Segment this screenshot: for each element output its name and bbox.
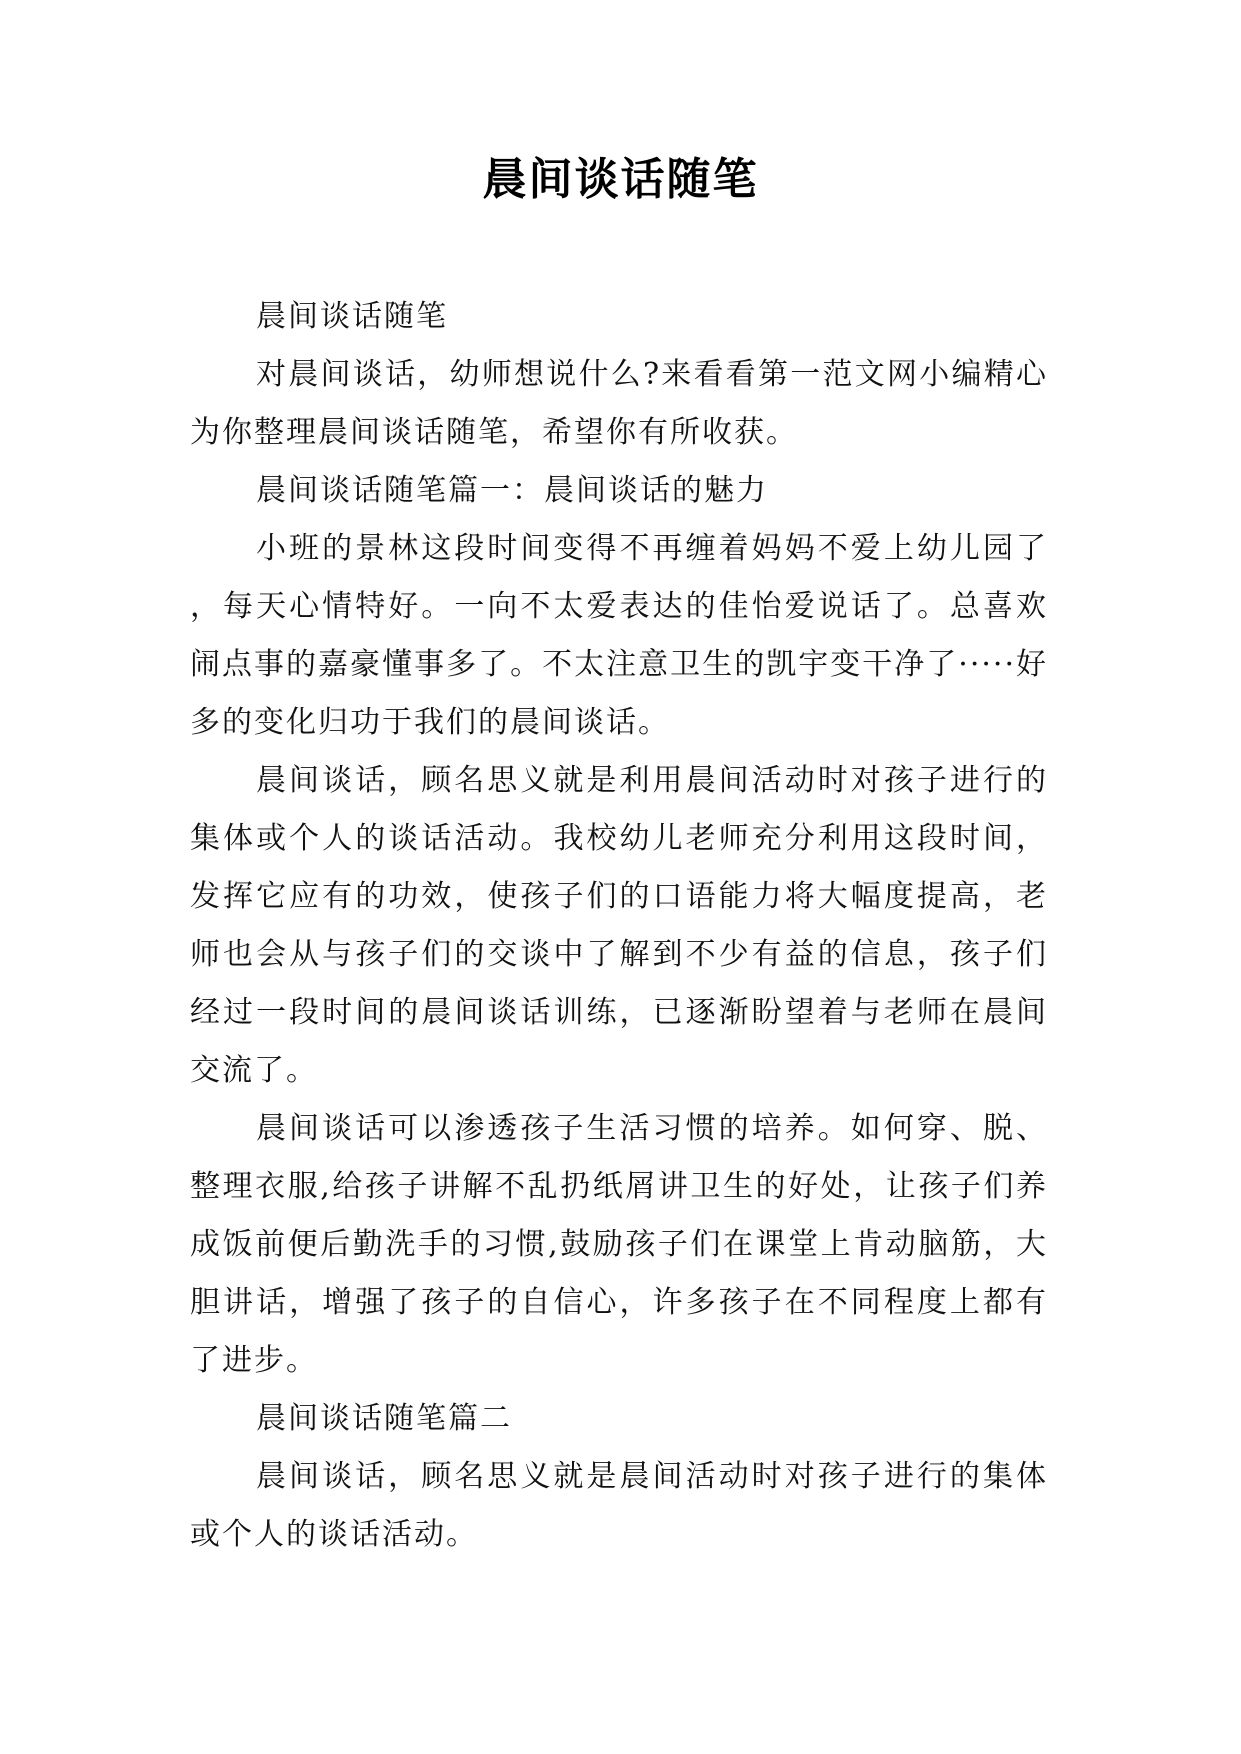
section-heading-one: 晨间谈话随笔篇一：晨间谈话的魅力 xyxy=(256,473,768,508)
paragraph-subtitle: 晨间谈话随笔 xyxy=(256,299,448,334)
paragraph: 晨间谈话，顾名思义就是利用晨间活动时对孩子进行的集体或个人的谈话活动。我校幼儿老师充分利用这段时间，发挥它应有的功效，使孩子们的口语能力将大幅度提高，老师也会从与孩子们的交谈中了解到不少有益的信息，孩子们经过一段时间的晨间谈话训练，已逐渐盼望着与老师在晨间交流了。 xyxy=(190,763,1048,1088)
paragraph: 小班的景林这段时间变得不再缠着妈妈不爱上幼儿园了，每天心情特好。一向不太爱表达的佳怡爱说话了。总喜欢闹点事的嘉豪懂事多了。不太注意卫生的凯宇变干净了·····好多的变化归功于我们的晨间谈话。 xyxy=(190,531,1048,740)
document-title: 晨间谈话随笔 xyxy=(482,154,759,205)
paragraph-intro: 对晨间谈话，幼师想说什么?来看看第一范文网小编精心为你整理晨间谈话随笔，希望你有所收获。 xyxy=(190,357,1048,450)
section-heading-two: 晨间谈话随笔篇二 xyxy=(256,1401,512,1436)
paragraph: 晨间谈话可以渗透孩子生活习惯的培养。如何穿、脱、整理衣服,给孩子讲解不乱扔纸屑讲卫生的好处，让孩子们养成饭前便后勤洗手的习惯,鼓励孩子们在课堂上肯动脑筋，大胆讲话，增强了孩子的自信心，许多孩子在不同程度上都有了进步。 xyxy=(190,1111,1048,1378)
paragraph: 晨间谈话，顾名思义就是晨间活动时对孩子进行的集体或个人的谈话活动。 xyxy=(190,1459,1048,1552)
document-body xyxy=(190,288,1048,1564)
